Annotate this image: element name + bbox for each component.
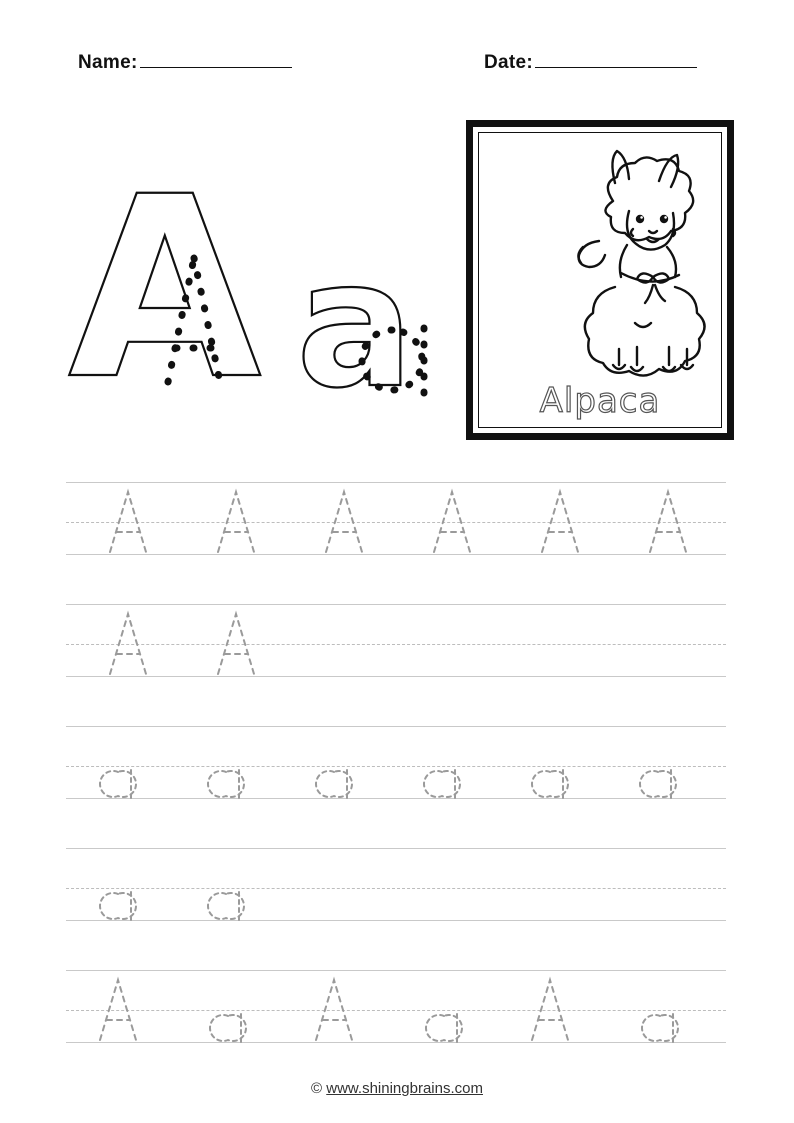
trace-slots[interactable] xyxy=(66,592,726,682)
name-write-line[interactable] xyxy=(140,66,292,68)
picture-card xyxy=(466,120,734,440)
big-lowercase-a: a xyxy=(296,224,415,427)
practice-row[interactable] xyxy=(66,714,726,804)
date-label: Date: xyxy=(484,52,534,73)
trace-letters[interactable] xyxy=(66,470,726,560)
website-url[interactable]: www.shiningbrains.com xyxy=(326,1080,483,1097)
big-uppercase-A: A xyxy=(68,143,262,434)
practice-row[interactable] xyxy=(66,470,726,560)
name-label: Name: xyxy=(78,52,138,73)
trace-letters[interactable] xyxy=(66,592,726,682)
trace-slots[interactable] xyxy=(66,714,726,804)
trace-slots[interactable] xyxy=(66,470,726,560)
trace-slots[interactable] xyxy=(66,958,726,1048)
practice-row[interactable] xyxy=(66,592,726,682)
trace-letters[interactable] xyxy=(66,836,726,926)
trace-letters[interactable] xyxy=(66,714,726,804)
letter-showcase xyxy=(60,120,734,450)
picture-word-label: Alpaca xyxy=(539,381,661,421)
date-field xyxy=(484,52,697,74)
practice-rows xyxy=(66,470,726,1080)
date-write-line[interactable] xyxy=(535,66,697,68)
trace-slots[interactable] xyxy=(66,836,726,926)
name-field xyxy=(78,52,292,74)
practice-row[interactable] xyxy=(66,958,726,1048)
alpaca-icon xyxy=(487,137,719,387)
footer xyxy=(0,1080,794,1097)
big-letter-group xyxy=(68,143,448,440)
practice-row[interactable] xyxy=(66,836,726,926)
copyright-symbol: © xyxy=(311,1080,323,1097)
worksheet-header xyxy=(78,52,718,82)
trace-letters[interactable] xyxy=(66,958,726,1048)
